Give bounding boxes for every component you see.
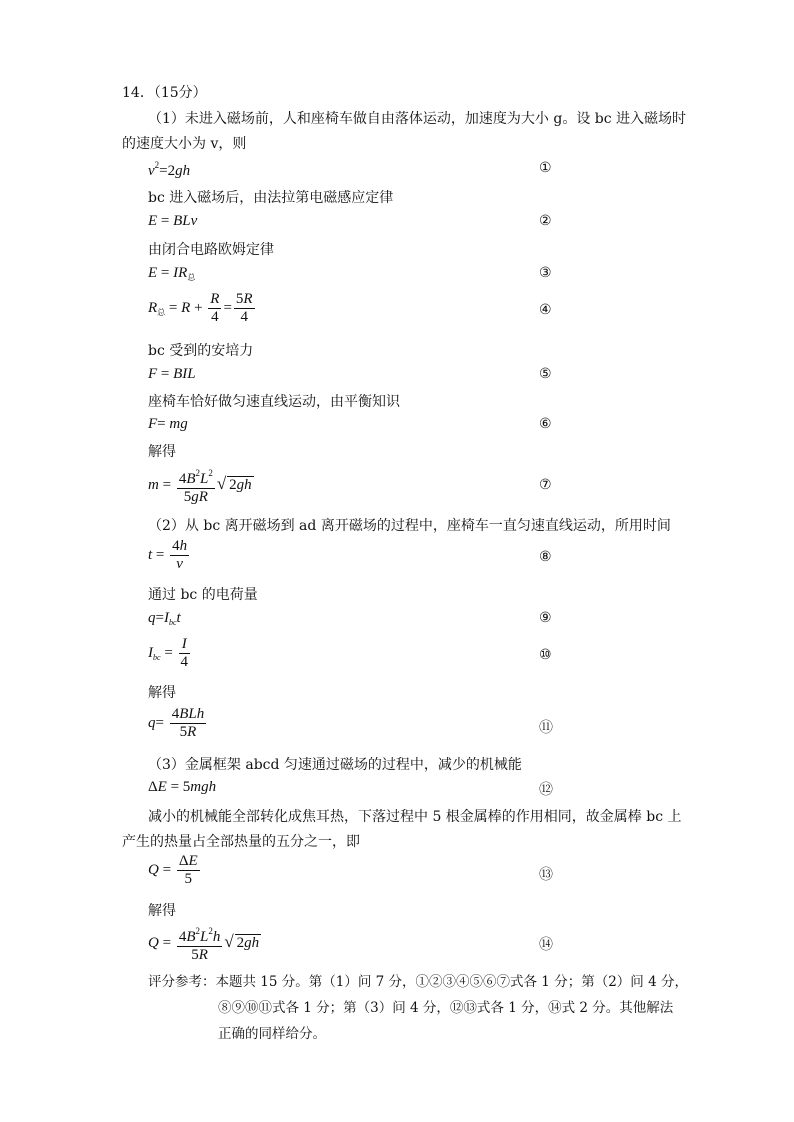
text-faraday: bc 进入磁场后，由法拉第电磁感应定律 bbox=[148, 190, 394, 206]
marker-4: ④ bbox=[539, 302, 552, 318]
equation-7: m = $\frac{4B^2L^2}{5gR}$ √ 2gh bbox=[148, 465, 254, 506]
part1-intro-line2: 的速度大小为 v，则 bbox=[122, 136, 247, 152]
text-charge: 通过 bc 的电荷量 bbox=[148, 587, 258, 603]
marker-9: ⑨ bbox=[539, 610, 552, 626]
equation-3: $E = IR_总$ bbox=[148, 265, 196, 282]
marker-1: ① bbox=[539, 160, 552, 176]
equation-6: F= mg bbox=[148, 416, 188, 432]
equation-2: E = BLv bbox=[148, 213, 198, 229]
marker-8: ⑧ bbox=[539, 549, 552, 565]
marker-10: ⑩ bbox=[539, 647, 552, 663]
part2-intro: （2）从 bc 离开磁场到 ad 离开磁场的过程中，座椅车一直匀速直线运动，所用时间 bbox=[148, 518, 671, 534]
equation-4: $R_总 = R$ + $\frac{R}{4}$ = $\frac{5R}{4}$ bbox=[148, 291, 253, 325]
equation-9: $q=I_{bc}t$ bbox=[148, 610, 181, 627]
equation-10: $I_{bc}$ = $\frac{I}{4}$ bbox=[148, 636, 189, 670]
equation-14: Q = $\frac{4B^2L^2h}{5R}$ √ 2gh bbox=[148, 923, 261, 964]
marker-7: ⑦ bbox=[539, 477, 552, 493]
scoring-line-2: ⑧⑨⑩⑪式各 1 分；第（3）问 4 分，⑫⑬式各 1 分，⑭式 2 分。其他解法 bbox=[218, 1000, 674, 1016]
text-solve-1: 解得 bbox=[148, 444, 176, 460]
marker-3: ③ bbox=[539, 265, 552, 281]
text-solve-2: 解得 bbox=[148, 685, 176, 701]
marker-2: ② bbox=[539, 213, 552, 229]
equation-5: F = BIL bbox=[148, 366, 196, 382]
text-ohm: 由闭合电路欧姆定律 bbox=[148, 242, 274, 258]
problem-title: 14．（15分） bbox=[122, 85, 207, 101]
marker-13: ⑬ bbox=[539, 867, 553, 883]
marker-11: ⑪ bbox=[539, 720, 553, 736]
equation-1: $v^2=2gh$ bbox=[148, 160, 191, 179]
scoring-line-1: 评分参考：本题共 15 分。第（1）问 7 分，①②③④⑤⑥⑦式各 1 分；第（2）问 4 分， bbox=[148, 974, 688, 990]
marker-12: ⑫ bbox=[539, 782, 553, 798]
marker-14: ⑭ bbox=[539, 937, 553, 953]
text-solve-3: 解得 bbox=[148, 903, 176, 919]
equation-13: Q = $\frac{\Delta E}{5}$ bbox=[148, 853, 198, 887]
part1-intro-line1: （1）未进入磁场前，人和座椅车做自由落体运动，加速度为大小 g。设 bc 进入磁场时 bbox=[148, 111, 687, 127]
part3-text-line2: 产生的热量占全部热量的五分之一，即 bbox=[122, 834, 360, 850]
text-balance: 座椅车恰好做匀速直线运动，由平衡知识 bbox=[148, 394, 400, 410]
equation-11: q= $\frac{\text{4BLh}}{5R}$ bbox=[148, 706, 205, 740]
scoring-line-3: 正确的同样给分。 bbox=[218, 1026, 326, 1042]
marker-6: ⑥ bbox=[539, 416, 552, 432]
marker-5: ⑤ bbox=[539, 366, 552, 382]
part3-text-line1: 减小的机械能全部转化成焦耳热，下落过程中 5 根金属棒的作用相同，故金属棒 bc 上 bbox=[148, 809, 682, 825]
equation-8: t = $\frac{4h}{v}$ bbox=[148, 538, 188, 572]
text-ampere: bc 受到的安培力 bbox=[148, 343, 254, 359]
equation-12: ΔE = 5mgh bbox=[148, 779, 217, 795]
part3-intro: （3）金属框架 abcd 匀速通过磁场的过程中，减少的机械能 bbox=[148, 757, 522, 773]
